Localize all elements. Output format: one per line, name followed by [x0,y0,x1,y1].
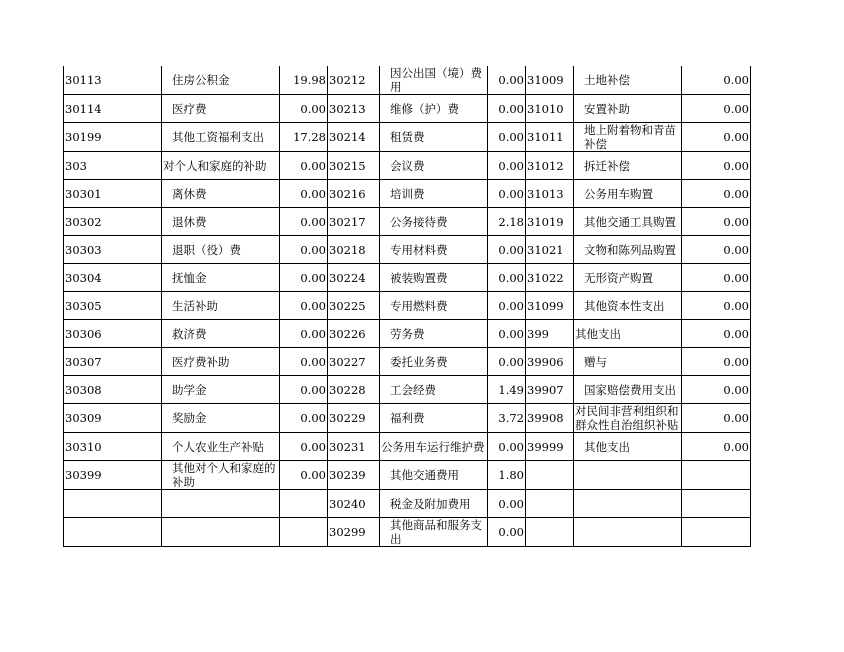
code-2-cell: 30214 [328,123,380,152]
name-2-cell: 培训费 [380,180,488,208]
name-2-cell: 税金及附加费用 [380,490,488,518]
code-3-cell: 31013 [526,180,574,208]
amount-1-cell: 0.00 [280,320,328,348]
amount-1-cell: 0.00 [280,461,328,490]
amount-2-cell: 0.00 [488,236,526,264]
amount-3-cell: 0.00 [682,208,751,236]
table-body [64,66,751,547]
name-3-cell [574,461,682,490]
amount-2-cell: 0.00 [488,95,526,123]
code-3-cell: 39908 [526,404,574,433]
amount-2-cell: 0.00 [488,123,526,152]
code-2-cell: 30239 [328,461,380,490]
name-1-cell: 退休费 [162,208,280,236]
table-row [64,123,751,152]
code-3-cell: 31022 [526,264,574,292]
name-1-cell: 生活补助 [162,292,280,320]
code-1-cell: 30114 [64,95,162,123]
code-2-cell: 30226 [328,320,380,348]
code-2-cell: 30212 [328,66,380,95]
code-3-cell: 31099 [526,292,574,320]
amount-3-cell [682,518,751,547]
amount-2-cell: 0.00 [488,320,526,348]
code-3-cell [526,461,574,490]
name-2-cell: 委托业务费 [380,348,488,376]
expenditure-table [63,66,751,547]
table-row [64,292,751,320]
amount-1-cell: 0.00 [280,208,328,236]
amount-3-cell: 0.00 [682,236,751,264]
amount-3-cell: 0.00 [682,292,751,320]
amount-2-cell: 3.72 [488,404,526,433]
name-2-cell: 公务用车运行维护费 [380,433,488,461]
amount-3-cell: 0.00 [682,404,751,433]
code-3-cell: 399 [526,320,574,348]
amount-2-cell: 0.00 [488,264,526,292]
amount-3-cell: 0.00 [682,433,751,461]
amount-2-cell: 0.00 [488,180,526,208]
amount-3-cell: 0.00 [682,123,751,152]
amount-3-cell [682,461,751,490]
code-3-cell [526,490,574,518]
name-3-cell: 赠与 [574,348,682,376]
code-3-cell: 31009 [526,66,574,95]
code-1-cell: 30301 [64,180,162,208]
amount-1-cell: 0.00 [280,152,328,180]
code-1-cell [64,490,162,518]
amount-1-cell: 0.00 [280,404,328,433]
name-1-cell: 抚恤金 [162,264,280,292]
name-3-cell: 安置补助 [574,95,682,123]
code-1-cell: 30310 [64,433,162,461]
name-1-cell: 其他对个人和家庭的补助 [162,461,280,490]
name-3-cell [574,490,682,518]
table-row [64,320,751,348]
amount-3-cell: 0.00 [682,66,751,95]
amount-1-cell: 0.00 [280,95,328,123]
name-2-cell: 专用燃料费 [380,292,488,320]
amount-3-cell [682,490,751,518]
code-1-cell: 30307 [64,348,162,376]
code-1-cell [64,518,162,547]
name-1-cell: 救济费 [162,320,280,348]
name-1-cell: 个人农业生产补贴 [162,433,280,461]
name-2-cell: 租赁费 [380,123,488,152]
code-2-cell: 30228 [328,376,380,404]
code-2-cell: 30231 [328,433,380,461]
table-row [64,95,751,123]
amount-1-cell [280,490,328,518]
amount-1-cell: 0.00 [280,180,328,208]
name-2-cell: 会议费 [380,152,488,180]
name-1-cell: 奖励金 [162,404,280,433]
amount-1-cell: 0.00 [280,376,328,404]
code-3-cell: 31010 [526,95,574,123]
name-3-cell: 地上附着物和青苗补偿 [574,123,682,152]
table-row [64,348,751,376]
amount-1-cell: 17.28 [280,123,328,152]
amount-3-cell: 0.00 [682,264,751,292]
code-1-cell: 30304 [64,264,162,292]
name-2-cell: 专用材料费 [380,236,488,264]
name-3-cell: 其他资本性支出 [574,292,682,320]
code-3-cell: 31021 [526,236,574,264]
table-row [64,490,751,518]
amount-1-cell: 0.00 [280,348,328,376]
table-row [64,236,751,264]
name-1-cell [162,490,280,518]
name-2-cell: 被装购置费 [380,264,488,292]
table-row [64,264,751,292]
code-1-cell: 30199 [64,123,162,152]
name-2-cell: 因公出国（境）费用 [380,66,488,95]
amount-2-cell: 0.00 [488,518,526,547]
code-2-cell: 30215 [328,152,380,180]
code-1-cell: 30309 [64,404,162,433]
code-2-cell: 30299 [328,518,380,547]
name-1-cell [162,518,280,547]
table-row [64,208,751,236]
table-row [64,180,751,208]
code-1-cell: 30399 [64,461,162,490]
amount-3-cell: 0.00 [682,95,751,123]
amount-2-cell: 0.00 [488,152,526,180]
name-1-cell: 助学金 [162,376,280,404]
name-3-cell: 其他交通工具购置 [574,208,682,236]
table-row [64,404,751,433]
amount-3-cell: 0.00 [682,376,751,404]
amount-3-cell: 0.00 [682,320,751,348]
name-1-cell: 退职（役）费 [162,236,280,264]
amount-2-cell: 1.80 [488,461,526,490]
table-row [64,376,751,404]
amount-1-cell: 19.98 [280,66,328,95]
name-3-cell: 土地补偿 [574,66,682,95]
amount-1-cell: 0.00 [280,433,328,461]
amount-1-cell: 0.00 [280,292,328,320]
amount-3-cell: 0.00 [682,152,751,180]
code-3-cell: 31012 [526,152,574,180]
code-1-cell: 30303 [64,236,162,264]
amount-1-cell: 0.00 [280,264,328,292]
table-row [64,152,751,180]
name-2-cell: 工会经费 [380,376,488,404]
name-3-cell: 公务用车购置 [574,180,682,208]
code-1-cell: 30113 [64,66,162,95]
name-3-cell: 其他支出 [574,433,682,461]
name-1-cell: 对个人和家庭的补助 [162,152,280,180]
amount-2-cell: 0.00 [488,66,526,95]
amount-1-cell [280,518,328,547]
name-1-cell: 离休费 [162,180,280,208]
amount-2-cell: 1.49 [488,376,526,404]
name-2-cell: 其他交通费用 [380,461,488,490]
name-3-cell: 国家赔偿费用支出 [574,376,682,404]
name-2-cell: 其他商品和服务支出 [380,518,488,547]
amount-1-cell: 0.00 [280,236,328,264]
code-2-cell: 30217 [328,208,380,236]
amount-2-cell: 0.00 [488,348,526,376]
amount-3-cell: 0.00 [682,348,751,376]
table-row [64,433,751,461]
amount-2-cell: 2.18 [488,208,526,236]
amount-2-cell: 0.00 [488,433,526,461]
code-3-cell [526,518,574,547]
name-2-cell: 维修（护）费 [380,95,488,123]
name-1-cell: 住房公积金 [162,66,280,95]
name-1-cell: 其他工资福利支出 [162,123,280,152]
table-row [64,461,751,490]
code-1-cell: 303 [64,152,162,180]
name-2-cell: 劳务费 [380,320,488,348]
name-3-cell: 无形资产购置 [574,264,682,292]
code-1-cell: 30306 [64,320,162,348]
name-2-cell: 公务接待费 [380,208,488,236]
amount-2-cell: 0.00 [488,292,526,320]
code-2-cell: 30225 [328,292,380,320]
code-3-cell: 39907 [526,376,574,404]
code-1-cell: 30305 [64,292,162,320]
amount-3-cell: 0.00 [682,180,751,208]
name-3-cell: 其他支出 [574,320,682,348]
name-3-cell: 文物和陈列品购置 [574,236,682,264]
code-2-cell: 30240 [328,490,380,518]
code-2-cell: 30216 [328,180,380,208]
code-2-cell: 30229 [328,404,380,433]
name-1-cell: 医疗费 [162,95,280,123]
code-3-cell: 39999 [526,433,574,461]
name-1-cell: 医疗费补助 [162,348,280,376]
code-2-cell: 30227 [328,348,380,376]
code-1-cell: 30302 [64,208,162,236]
table-row [64,66,751,95]
name-3-cell [574,518,682,547]
code-3-cell: 39906 [526,348,574,376]
name-3-cell: 对民间非营利组织和群众性自治组织补贴 [574,404,682,433]
name-2-cell: 福利费 [380,404,488,433]
table-row [64,518,751,547]
code-3-cell: 31019 [526,208,574,236]
code-2-cell: 30224 [328,264,380,292]
code-2-cell: 30218 [328,236,380,264]
name-3-cell: 拆迁补偿 [574,152,682,180]
amount-2-cell: 0.00 [488,490,526,518]
code-2-cell: 30213 [328,95,380,123]
code-1-cell: 30308 [64,376,162,404]
code-3-cell: 31011 [526,123,574,152]
